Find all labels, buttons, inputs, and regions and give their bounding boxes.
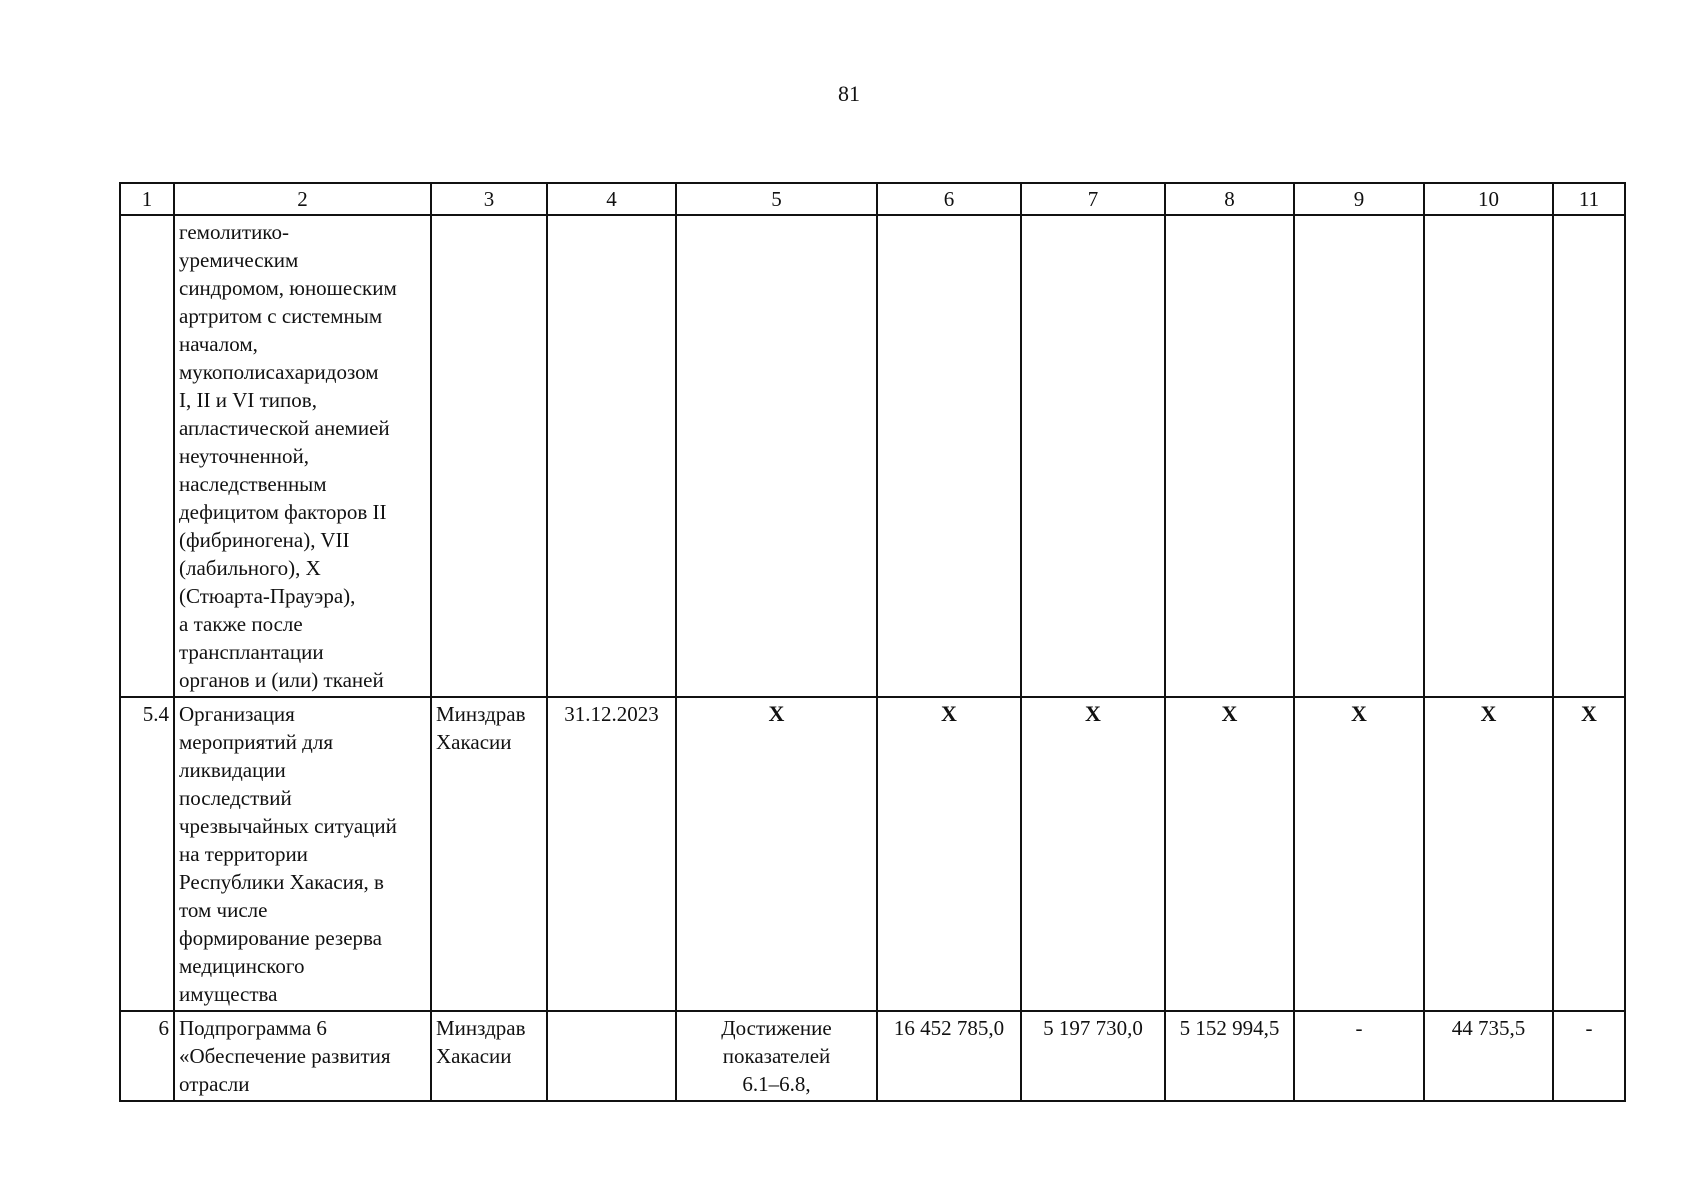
expected-result: X <box>676 697 877 1011</box>
executor: Минздрав Хакасии <box>431 1011 547 1101</box>
value-col-10: X <box>1424 697 1553 1011</box>
row-number: 6 <box>120 1011 174 1101</box>
deadline <box>547 215 676 697</box>
row-number: 5.4 <box>120 697 174 1011</box>
column-number: 5 <box>676 183 877 215</box>
value-col-7: 5 197 730,0 <box>1021 1011 1165 1101</box>
value-col-9: - <box>1294 1011 1424 1101</box>
table-row <box>120 215 1625 697</box>
column-number: 9 <box>1294 183 1424 215</box>
table-row <box>120 1011 1625 1101</box>
expected-result: Достижение показателей 6.1–6.8, <box>676 1011 877 1101</box>
value-col-8: X <box>1165 697 1294 1011</box>
value-col-11: - <box>1553 1011 1625 1101</box>
page-number: 81 <box>838 81 860 106</box>
value-col-9 <box>1294 215 1424 697</box>
column-number: 7 <box>1021 183 1165 215</box>
row-number <box>120 215 174 697</box>
column-number: 3 <box>431 183 547 215</box>
value-col-7 <box>1021 215 1165 697</box>
measure-name: гемолитико- уремическим синдромом, юношеским артритом с системным началом, мукополисахаридозом I, II и VI типов, апластической анемией неуточненной, наследственным дефицитом факторов II (фибриногена), VII (лабильного), X (Стюарта-Прауэра), а также после трансплантации органов и (или) тканей <box>174 215 431 697</box>
expected-result <box>676 215 877 697</box>
value-col-6: 16 452 785,0 <box>877 1011 1021 1101</box>
value-col-9: X <box>1294 697 1424 1011</box>
deadline <box>547 1011 676 1101</box>
value-col-10: 44 735,5 <box>1424 1011 1553 1101</box>
column-number: 8 <box>1165 183 1294 215</box>
table-row <box>120 697 1625 1011</box>
value-col-11: X <box>1553 697 1625 1011</box>
column-number: 4 <box>547 183 676 215</box>
value-col-10 <box>1424 215 1553 697</box>
budget-table <box>119 182 1626 1102</box>
value-col-8: 5 152 994,5 <box>1165 1011 1294 1101</box>
value-col-8 <box>1165 215 1294 697</box>
value-col-7: X <box>1021 697 1165 1011</box>
value-col-6: X <box>877 697 1021 1011</box>
column-number: 1 <box>120 183 174 215</box>
column-number: 2 <box>174 183 431 215</box>
measure-name: Организация мероприятий для ликвидации последствий чрезвычайных ситуаций на территории Республики Хакасия, в том числе формирование резерва медицинского имущества <box>174 697 431 1011</box>
column-number: 6 <box>877 183 1021 215</box>
executor: Минздрав Хакасии <box>431 697 547 1011</box>
measure-name: Подпрограмма 6 «Обеспечение развития отрасли <box>174 1011 431 1101</box>
deadline: 31.12.2023 <box>547 697 676 1011</box>
column-number: 10 <box>1424 183 1553 215</box>
column-number: 11 <box>1553 183 1625 215</box>
executor <box>431 215 547 697</box>
value-col-6 <box>877 215 1021 697</box>
column-number-row <box>120 183 1625 215</box>
value-col-11 <box>1553 215 1625 697</box>
